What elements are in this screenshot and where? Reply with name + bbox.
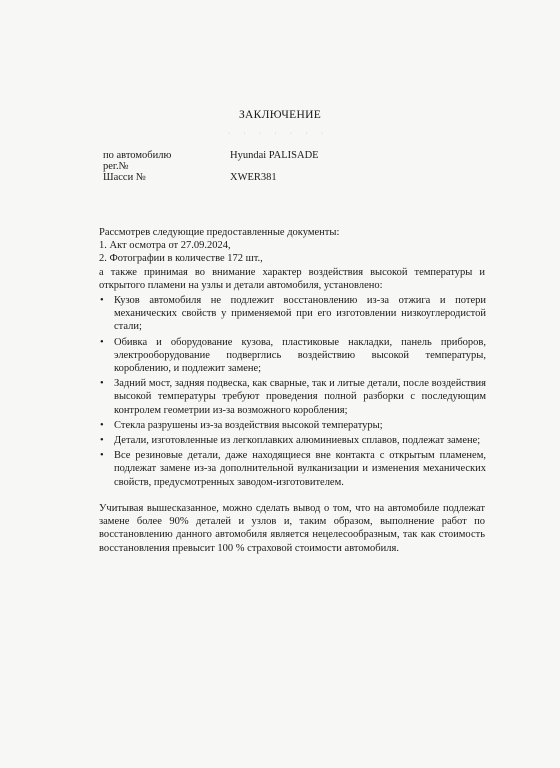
intro-line: 2. Фотографии в количестве 172 шт., [99,253,263,265]
finding-text: Обивка и оборудование кузова, пластиковые накладки, панель приборов, электрооборудование подверглись воздействию высокой температуры, короблению, и подлежит замене; [114,336,486,375]
list-item [100,294,486,334]
chassis-label: Шасси № [103,172,146,183]
finding-text: Задний мост, задняя подвеска, как сварные, так и литые детали, после воздействия высокой температуры требуют проведения полной разборки с последующим контролем геометрии из-за возможного коробления; [114,378,486,416]
intro-line: а также принимая во внимание характер воздействия высокой температуры и открытого пламени на узлы и детали автомобиля, установлено: [99,266,485,291]
intro-line: Рассмотрев следующие предоставленные документы: [99,227,340,238]
redacted-line: · · · · · · · [228,131,329,135]
finding-text: Стекла разрушены из-за воздействия высокой температуры; [114,419,383,431]
chassis-value: XWER381 [230,172,277,183]
list-item [100,449,486,489]
intro-block [99,226,485,292]
car-value: Hyundai PALISADE [230,150,319,161]
bullet-icon: • [100,435,104,447]
finding-text: Все резиновые детали, даже находящиеся вне контакта с открытым пламенем, подлежат замене из-за дополнительной вулканизации и изменения механических свойств, предусмотренных заводом-изготовителем. [114,450,486,488]
bullet-icon: • [100,336,104,348]
bullet-icon: • [100,295,104,306]
bullet-icon: • [100,419,104,431]
list-item [100,377,486,417]
list-item [100,419,486,432]
intro-line: 1. Акт осмотра от 27.09.2024, [99,240,231,252]
list-item [100,434,486,447]
bullet-icon: • [100,450,104,462]
car-label: по автомобилю [103,150,172,161]
finding-text: Детали, изготовленные из легкоплавких алюминиевых сплавов, подлежат замене; [114,435,481,447]
findings-list [100,294,486,491]
finding-text: Кузов автомобиля не подлежит восстановлению из-за отжига и потери механических свойств у применяемой при его изготовлении низкоуглеродистой стали; [114,295,486,333]
conclusion-paragraph: Учитывая вышесказанное, можно сделать вывод о том, что на автомобиле подлежат замене более 90% деталей и узлов и, таким образом, выполнение работ по восстановлению данного автомобиля является нецелесообразным, так как стоимость восстановления превысит 100 % страховой стоимости автомобиля. [99,503,485,554]
list-item [100,336,486,376]
document-title: ЗАКЛЮЧЕНИЕ [238,109,322,121]
reg-label: рег.№ [103,161,129,172]
bullet-icon: • [100,378,104,390]
